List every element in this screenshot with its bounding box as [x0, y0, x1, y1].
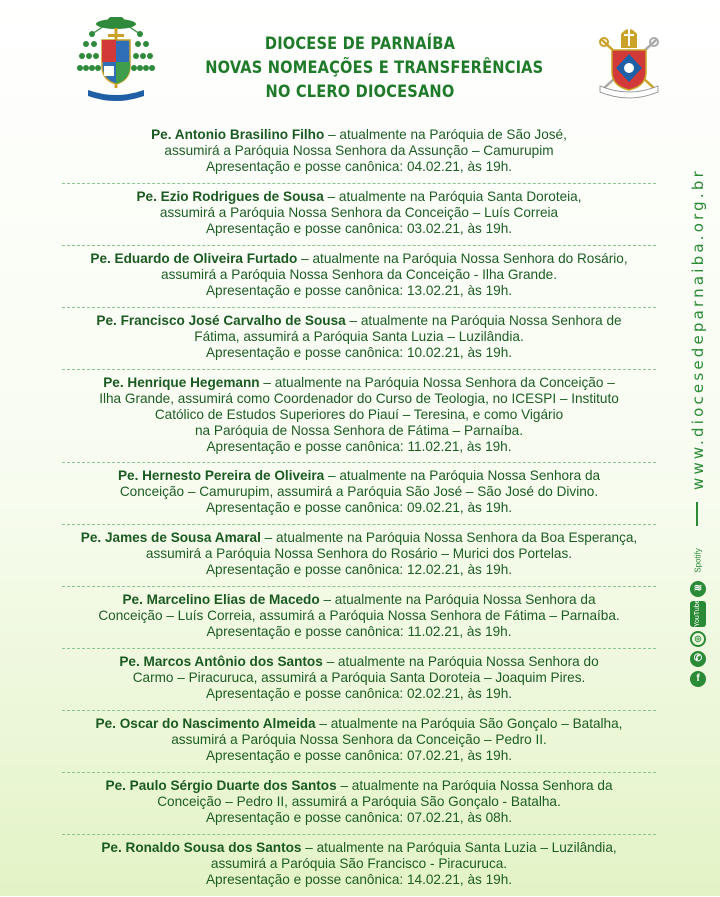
- entry-line: Conceição – Pedro II, assumirá a Paróquia São Gonçalo - Batalha.: [157, 794, 561, 809]
- entry-line: Apresentação e posse canônica: 04.02.21, às 19h.: [205, 159, 513, 174]
- diocese-coat-of-arms-logo: [594, 24, 664, 106]
- entry-line: Conceição – Luís Correia, assumirá a Paróquia Nossa Senhora de Fátima – Parnaíba.: [98, 608, 620, 623]
- priest-name: Pe. Paulo Sérgio Duarte dos Santos: [105, 778, 337, 793]
- entry-text: – atualmente na Paróquia São Gonçalo – Batalha,: [319, 716, 623, 731]
- entry-line: [62, 592, 656, 608]
- entry-line: [62, 375, 656, 391]
- entry-line: Apresentação e posse canônica: 12.02.21, às 19h.: [205, 562, 513, 577]
- entry-text: – atualmente na Paróquia Nossa Senhora do Rosário,: [301, 251, 628, 266]
- facebook-icon[interactable]: f: [690, 671, 706, 687]
- appointment-entry: [62, 835, 656, 897]
- entry-line: Católico de Estudos Superiores do Piauí – Teresina, e como Vigário: [154, 407, 564, 422]
- instagram-icon[interactable]: ◎: [690, 631, 706, 647]
- entry-text: – atualmente na Paróquia Nossa Senhora da: [323, 592, 596, 607]
- entry-line: [62, 127, 656, 143]
- entry-line: [62, 716, 656, 732]
- website-url[interactable]: www.diocesedeparnaiba.org.br: [689, 168, 707, 490]
- entry-line: [62, 313, 656, 329]
- appointment-entry: [62, 525, 656, 587]
- entry-line: Apresentação e posse canônica: 10.02.21, às 19h.: [205, 345, 513, 360]
- entry-line: assumirá a Paróquia Nossa Senhora da Conceição - Ilha Grande.: [161, 267, 557, 282]
- appointment-entry: [62, 184, 656, 246]
- entry-text: – atualmente na Paróquia Santa Doroteia,: [327, 189, 582, 204]
- appointment-entry: [62, 122, 656, 184]
- appointment-entry: [62, 370, 656, 463]
- priest-name: Pe. Antonio Brasilino Filho: [151, 127, 325, 142]
- appointment-entry: [62, 246, 656, 308]
- entry-line: Ilha Grande, assumirá como Coordenador do Curso de Teologia, no ICESPI – Instituto: [99, 391, 619, 406]
- entry-line: [62, 840, 656, 856]
- priest-name: Pe. Henrique Hegemann: [103, 375, 260, 390]
- entry-line: Apresentação e posse canônica: 03.02.21, às 19h.: [205, 221, 513, 236]
- priest-name: Pe. Francisco José Carvalho de Sousa: [96, 313, 346, 328]
- appointments-list: [62, 122, 656, 897]
- social-sidebar: [686, 168, 710, 690]
- title-line-3: NO CLERO DIOCESANO: [265, 82, 455, 102]
- whatsapp-icon[interactable]: ✆: [690, 651, 706, 667]
- appointment-entry: [62, 308, 656, 370]
- entry-text: – atualmente na Paróquia Nossa Senhora da: [328, 468, 601, 483]
- entry-line: assumirá a Paróquia Nossa Senhora do Rosário – Murici dos Portelas.: [145, 546, 573, 561]
- entry-line: Conceição – Camurupim, assumirá a Paróquia São José – São José do Divino.: [119, 484, 599, 499]
- entry-line: Apresentação e posse canônica: 13.02.21, às 19h.: [205, 283, 513, 298]
- priest-name: Pe. James de Sousa Amaral: [80, 530, 261, 545]
- entry-text: – atualmente na Paróquia Nossa Senhora da: [340, 778, 613, 793]
- priest-name: Pe. Ronaldo Sousa dos Santos: [101, 840, 302, 855]
- entry-line: Apresentação e posse canônica: 11.02.21, às 19h.: [206, 624, 512, 639]
- entry-line: [62, 530, 656, 546]
- entry-text: – atualmente na Paróquia Nossa Senhora do: [326, 654, 599, 669]
- entry-text: – atualmente na Paróquia Santa Luzia – Luzilândia,: [305, 840, 617, 855]
- entry-line: [62, 189, 656, 205]
- entry-line: Apresentação e posse canônica: 02.02.21, às 19h.: [205, 686, 513, 701]
- youtube-icon[interactable]: YouTube: [690, 601, 706, 627]
- spotify-icon[interactable]: ≋: [690, 581, 706, 597]
- entry-line: Apresentação e posse canônica: 07.02.21, às 08h.: [205, 810, 513, 825]
- entry-line: Apresentação e posse canônica: 07.02.21, às 19h.: [205, 748, 513, 763]
- entry-line: Carmo – Piracuruca, assumirá a Paróquia Santa Doroteia – Joaquim Pires.: [132, 670, 586, 685]
- entry-line: Apresentação e posse canônica: 14.02.21, às 19h.: [205, 872, 513, 887]
- entry-line: Apresentação e posse canônica: 09.02.21, às 19h.: [205, 500, 513, 515]
- entry-line: [62, 468, 656, 484]
- priest-name: Pe. Hernesto Pereira de Oliveira: [117, 468, 325, 483]
- priest-name: Pe. Eduardo de Oliveira Furtado: [90, 251, 298, 266]
- entry-text: – atualmente na Paróquia Nossa Senhora de: [349, 313, 622, 328]
- title-line-2: NOVAS NOMEAÇÕES E TRANSFERÊNCIAS: [205, 58, 544, 78]
- appointment-entry: [62, 711, 656, 773]
- appointment-entry: [62, 587, 656, 649]
- entry-line: na Paróquia de Nossa Senhora de Fátima – Parnaíba.: [195, 423, 523, 438]
- entry-line: assumirá a Paróquia Nossa Senhora da Assunção – Camurupim: [164, 143, 554, 158]
- appointment-entry: [62, 773, 656, 835]
- entry-line: [62, 778, 656, 794]
- entry-line: assumirá a Paróquia Nossa Senhora da Conceição – Luís Correia: [159, 205, 559, 220]
- priest-name: Pe. Ezio Rodrigues de Sousa: [136, 189, 324, 204]
- priest-name: Pe. Oscar do Nascimento Almeida: [95, 716, 316, 731]
- bishop-coat-of-arms-logo: [74, 14, 158, 102]
- entry-text: – atualmente na Paróquia de São José,: [328, 127, 567, 142]
- appointment-entry: [62, 463, 656, 525]
- social-icons: [688, 538, 708, 691]
- entry-text: – atualmente na Paróquia Nossa Senhora da Conceição –: [263, 375, 615, 390]
- entry-line: assumirá a Paróquia São Francisco - Piracuruca.: [210, 856, 508, 871]
- spotify-label[interactable]: Spotify: [693, 548, 703, 573]
- title-line-1: DIOCESE DE PARNAÍBA: [264, 34, 456, 54]
- entry-line: [62, 654, 656, 670]
- priest-name: Pe. Marcos Antônio dos Santos: [119, 654, 323, 669]
- appointment-entry: [62, 649, 656, 711]
- page-title: [205, 32, 544, 104]
- priest-name: Pe. Marcelino Elias de Macedo: [122, 592, 320, 607]
- entry-line: assumirá a Paróquia Nossa Senhora da Conceição – Pedro II.: [171, 732, 547, 747]
- entry-line: Fátima, assumirá a Paróquia Santa Luzia – Luzilândia.: [194, 329, 524, 344]
- entry-line: [62, 251, 656, 267]
- divider-bar: [696, 502, 698, 526]
- entry-line: Apresentação e posse canônica: 11.02.21, às 19h.: [206, 439, 512, 454]
- entry-text: – atualmente na Paróquia Nossa Senhora da Boa Esperança,: [264, 530, 638, 545]
- header: [0, 0, 720, 120]
